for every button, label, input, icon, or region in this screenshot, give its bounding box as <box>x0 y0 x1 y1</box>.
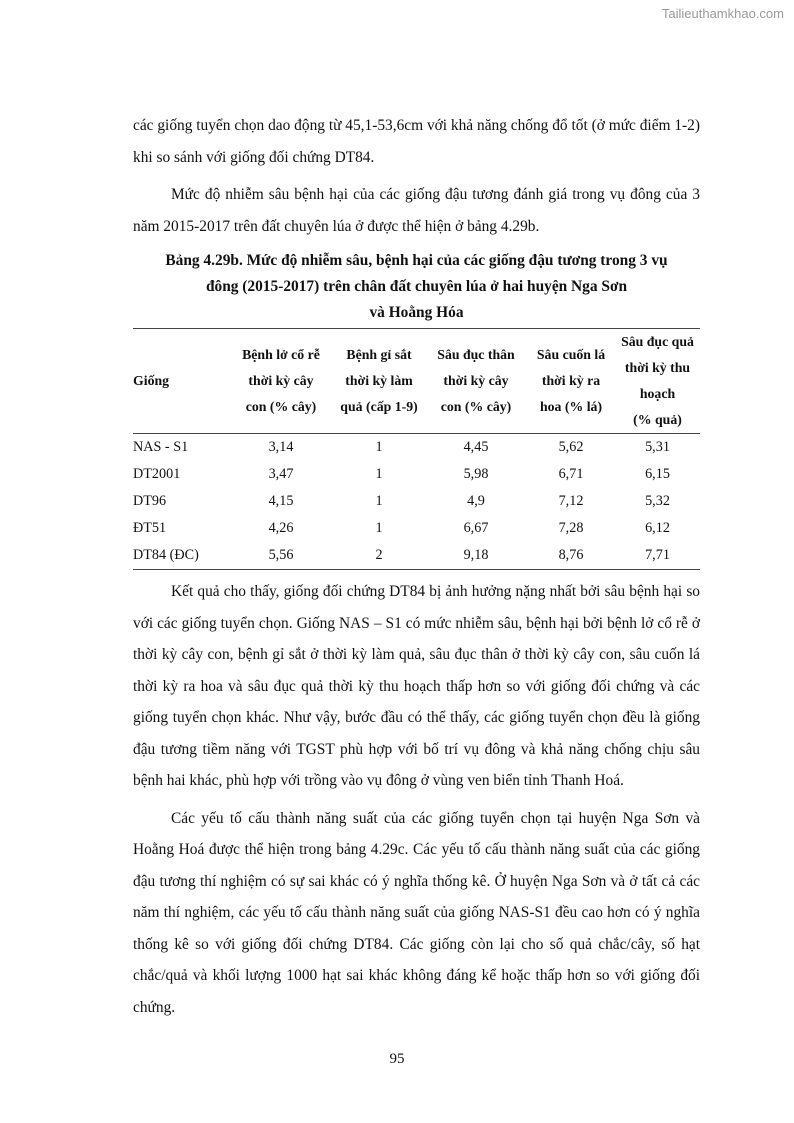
table-caption-line-3: và Hoằng Hóa <box>369 304 464 321</box>
cell-value: 3,47 <box>268 466 294 482</box>
header-sau-duc-qua: Sâu đục quả thời kỳ thu hoạch (% quả) <box>621 334 694 427</box>
cell-variety: DT84 (ĐC) <box>133 547 199 563</box>
cell-value: 4,15 <box>268 493 294 509</box>
cell-value: 7,71 <box>645 547 670 563</box>
cell-variety: ĐT51 <box>133 520 167 536</box>
table-row <box>133 515 700 542</box>
cell-value: 7,12 <box>558 493 584 509</box>
table-caption <box>133 248 700 326</box>
cell-value: 6,67 <box>463 520 489 536</box>
table-header-row <box>133 329 700 434</box>
cell-value: 5,62 <box>558 439 584 455</box>
header-giong: Giống <box>133 373 170 388</box>
cell-value: 6,12 <box>645 520 670 536</box>
cell-variety: DT2001 <box>133 466 181 482</box>
cell-variety: DT96 <box>133 493 167 509</box>
cell-value: 7,28 <box>558 520 584 536</box>
header-sau-cuon-la: Sâu cuốn lá thời kỳ ra hoa (% lá) <box>536 347 606 414</box>
cell-value: 1 <box>375 466 383 482</box>
table-caption-line-1: Bảng 4.29b. Mức độ nhiễm sâu, bệnh hại của các giống đậu tương trong 3 vụ <box>165 252 668 269</box>
cell-value: 5,31 <box>645 439 670 455</box>
paragraph-3: Kết quả cho thấy, giống đối chứng DT84 bị ảnh hưởng nặng nhất bởi sâu bệnh hại so với các giống tuyển chọn. Giống NAS – S1 có mức nhiễm sâu, bệnh hại bởi bệnh lở cổ rễ ở thời kỳ cây con, bệnh gỉ sắt ở thời kỳ làm quả, sâu đục thân ở thời kỳ cây con, sâu cuốn lá thời kỳ ra hoa và sâu đục quả thời kỳ thu hoạch thấp hơn so với giống đối chứng và các giống tuyển chọn khác. Như vậy, bước đầu có thể thấy, các giống tuyển chọn đều là giống đậu tương tiềm năng với TGST phù hợp với bố trí vụ đông và khả năng chống chịu sâu bệnh hai khác, phù hợp với trồng vào vụ đông ở vùng ven biển tỉnh Thanh Hoá. <box>133 583 700 789</box>
cell-variety: NAS - S1 <box>133 439 189 455</box>
cell-value: 2 <box>375 547 383 563</box>
cell-value: 5,56 <box>268 547 294 563</box>
watermark: Tailieuthamkhao.com <box>661 6 784 21</box>
cell-value: 1 <box>375 493 383 509</box>
header-benh-gi-sat: Bệnh gỉ sắt thời kỳ làm quả (cấp 1-9) <box>340 347 418 414</box>
cell-value: 5,98 <box>463 466 489 482</box>
cell-value: 8,76 <box>558 547 584 563</box>
cell-value: 6,71 <box>558 466 584 482</box>
cell-value: 6,15 <box>645 466 670 482</box>
cell-value: 5,32 <box>645 493 670 509</box>
cell-value: 1 <box>375 439 383 455</box>
cell-value: 4,45 <box>463 439 489 455</box>
table-caption-line-2: đông (2015-2017) trên chân đất chuyên lúa ở hai huyện Nga Sơn <box>205 278 628 295</box>
table-row <box>133 434 700 462</box>
cell-value: 4,26 <box>268 520 294 536</box>
page-content <box>133 110 700 1023</box>
header-benh-lo-co-re: Bệnh lở cổ rễ thời kỳ cây con (% cây) <box>242 347 320 414</box>
table-row <box>133 488 700 515</box>
paragraph-2: Mức độ nhiễm sâu bệnh hại của các giống đậu tương đánh giá trong vụ đông của 3 năm 2015-2017 trên đất chuyên lúa ở được thể hiện ở bảng 4.29b. <box>133 186 700 235</box>
cell-value: 4,9 <box>467 493 485 509</box>
paragraph-1: các giống tuyển chọn dao động từ 45,1-53,6cm với khả năng chống đổ tốt (ở mức điểm 1-2) khi so sánh với giống đối chứng DT84. <box>133 117 700 166</box>
page-number: 95 <box>389 1051 405 1067</box>
cell-value: 3,14 <box>268 439 294 455</box>
cell-value: 9,18 <box>463 547 489 563</box>
table-row <box>133 542 700 570</box>
header-sau-duc-than: Sâu đục thân thời kỳ cây con (% cây) <box>437 347 515 414</box>
cell-value: 1 <box>375 520 383 536</box>
pest-disease-table <box>133 328 700 570</box>
paragraph-4: Các yếu tố cấu thành năng suất của các giống tuyển chọn tại huyện Nga Sơn và Hoằng Hoá được thể hiện trong bảng 4.29c. Các yếu tố cấu thành năng suất của các giống đậu tương thí nghiệm có sự sai khác có ý nghĩa thống kê. Ở huyện Nga Sơn và ở tất cả các năm thí nghiệm, các yếu tố cấu thành năng suất của giống NAS-S1 đều cao hơn có ý nghĩa thống kê so với giống đối chứng DT84. Các giống còn lại cho số quả chắc/cây, số hạt chắc/quả và khối lượng 1000 hạt sai khác không đáng kể hoặc thấp hơn so với giống đối chứng. <box>133 809 700 1016</box>
table-row <box>133 461 700 488</box>
